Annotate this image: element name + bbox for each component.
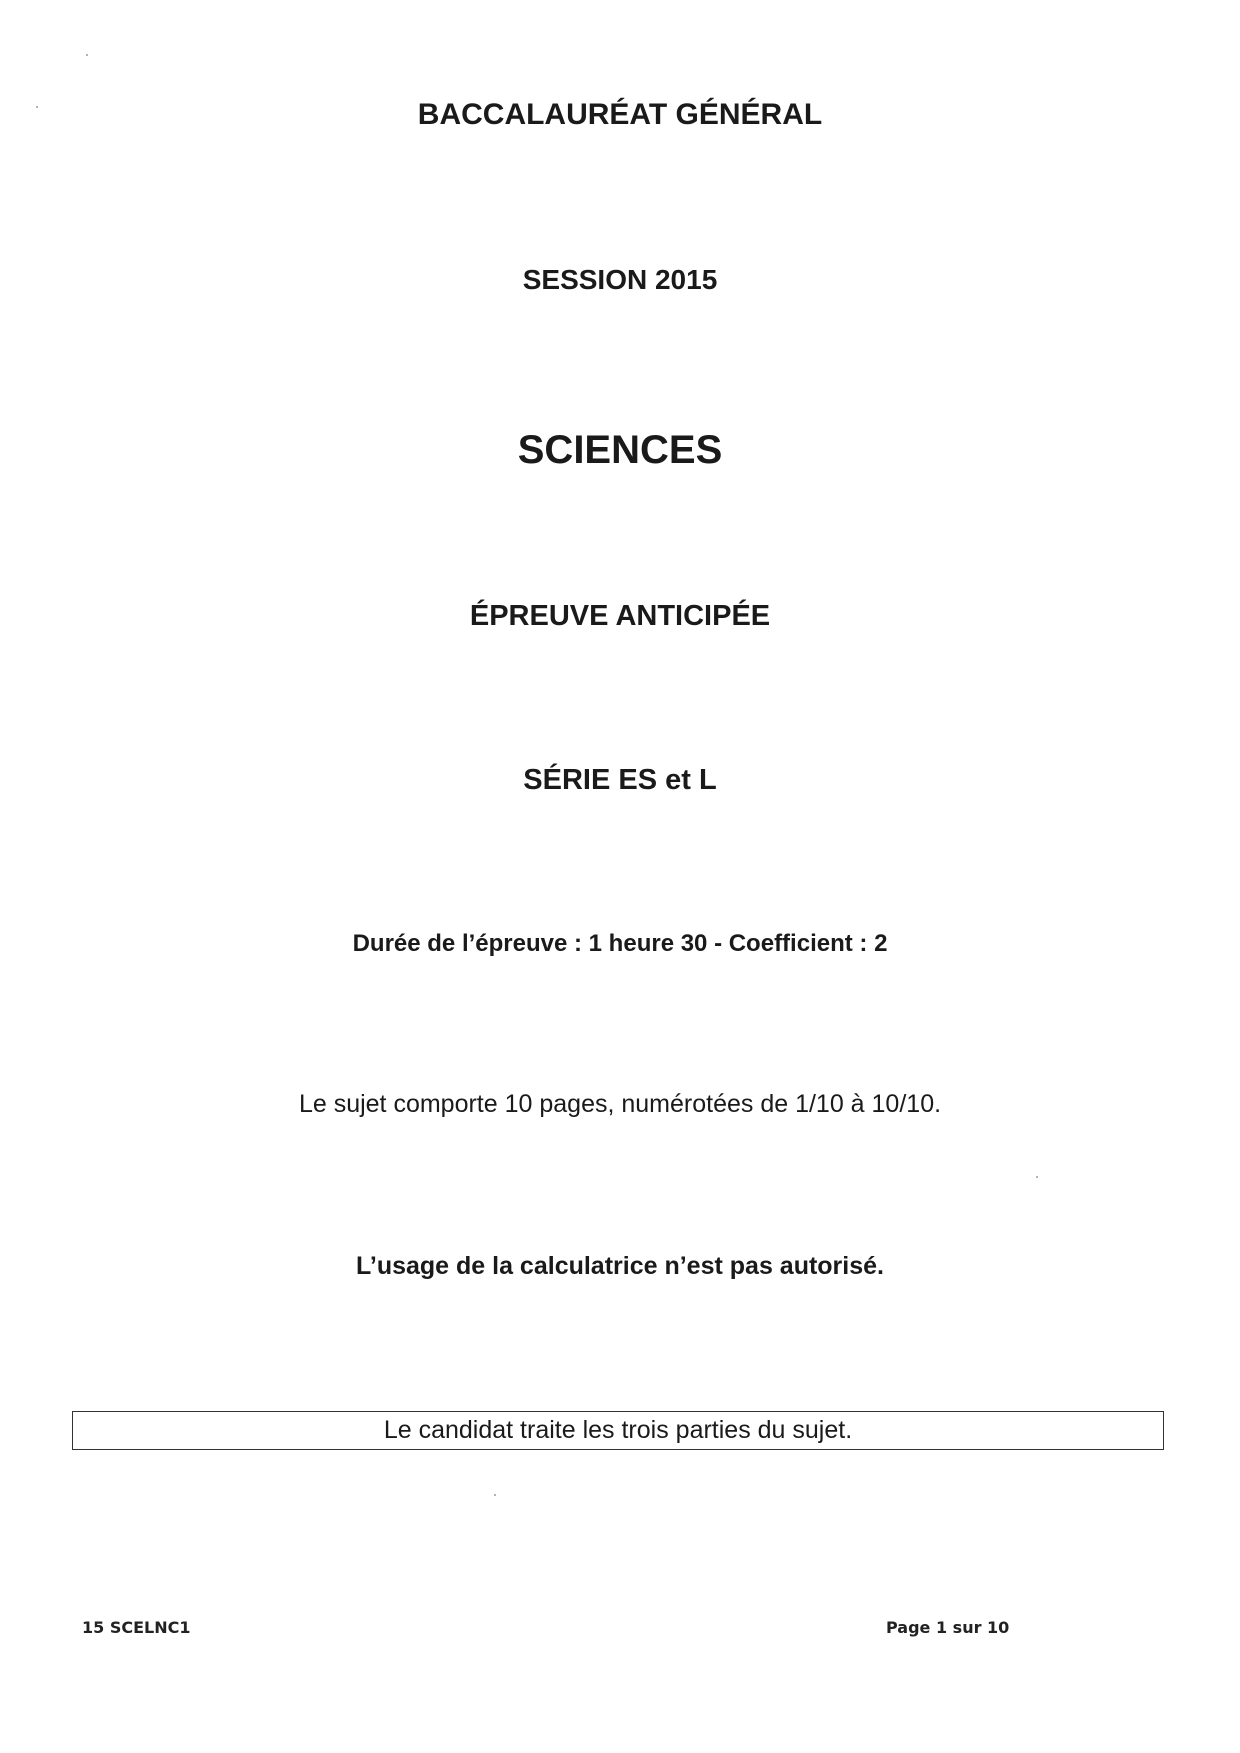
exam-type-title: ÉPREUVE ANTICIPÉE bbox=[469, 600, 771, 632]
scan-speck bbox=[494, 1494, 496, 1496]
page-count-text: Le sujet comporte 10 pages, numérotées de 1/10 à 10/10. bbox=[298, 1090, 942, 1118]
series-title: SÉRIE ES et L bbox=[523, 764, 717, 796]
instruction-box bbox=[72, 1411, 1164, 1450]
subject-title: SCIENCES bbox=[517, 428, 723, 472]
scan-speck bbox=[36, 106, 38, 108]
footer-page-number: Page 1 sur 10 bbox=[886, 1618, 1010, 1637]
duration-text: Durée de l’épreuve : 1 heure 30 - Coefficient : 2 bbox=[352, 930, 888, 957]
calculator-notice: L’usage de la calculatrice n’est pas autorisé. bbox=[355, 1252, 884, 1280]
footer-code: 15 SCELNC1 bbox=[82, 1618, 191, 1637]
exam-title: BACCALAURÉAT GÉNÉRAL bbox=[417, 98, 823, 131]
scan-speck bbox=[1036, 1176, 1038, 1178]
instruction-text: Le candidat traite les trois parties du sujet. bbox=[383, 1416, 853, 1444]
scan-speck bbox=[86, 54, 88, 56]
session-title: SESSION 2015 bbox=[522, 264, 718, 295]
